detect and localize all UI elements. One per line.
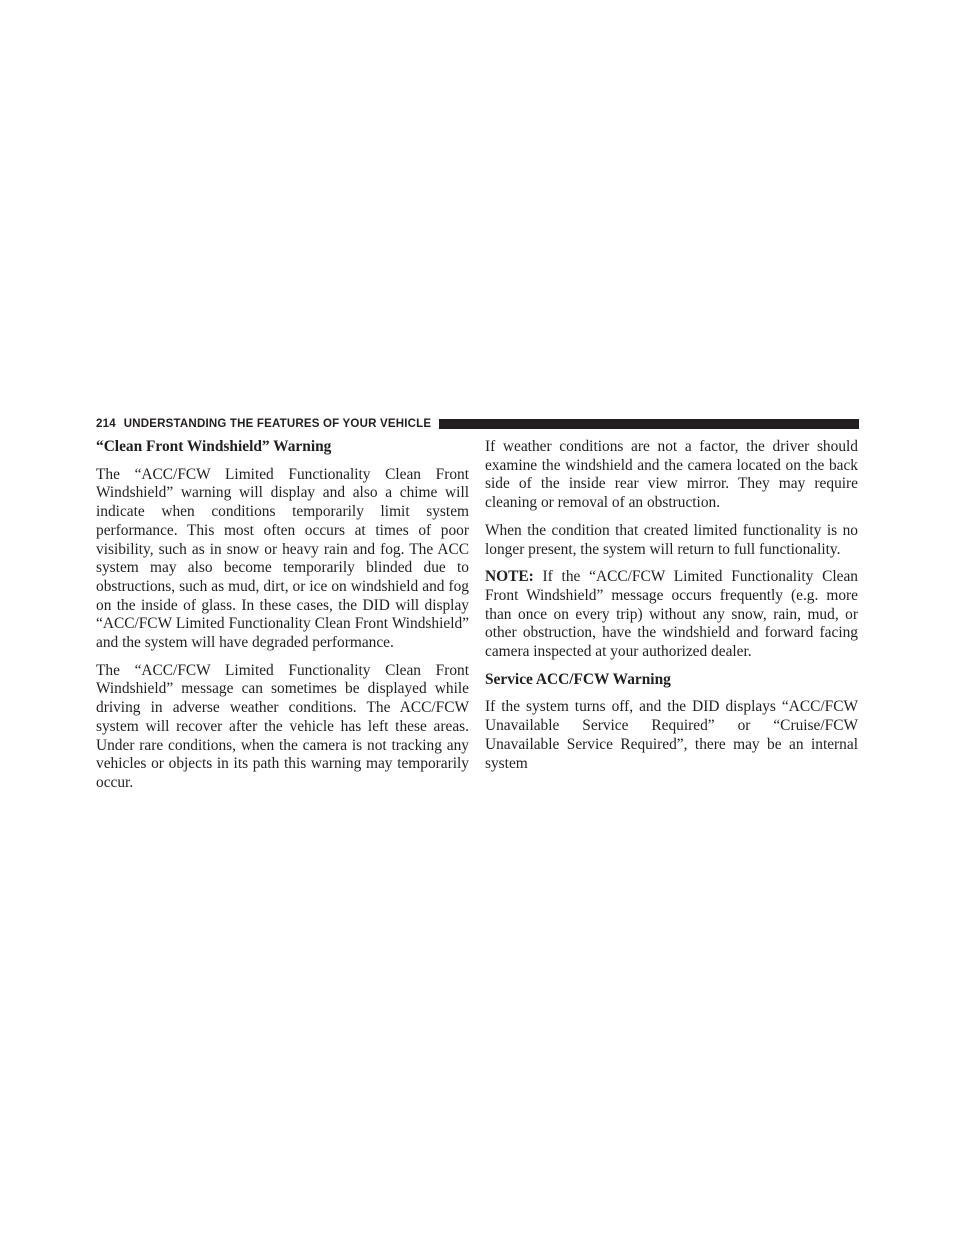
note-paragraph	[485, 568, 858, 662]
note-label: NOTE:	[485, 568, 534, 586]
service-warning-heading: Service ACC/FCW Warning	[485, 670, 671, 688]
clean-windshield-paragraph-1: The “ACC/FCW Limited Functionality Clean Front Windshield” warning will display and also a chime will indicate when conditions temporarily limit system performance. This most often occurs at times of poor visibility, such as in snow or heavy rain and fog. The ACC system may also become temporarily blinded due to obstructions, such as mud, dirt, or ice on windshield and fog on the inside of glass. In these cases, the DID will display “ACC/FCW Limited Functionality Clean Front Windshield” and the system will have degraded performance.	[96, 465, 469, 652]
page-number: 214	[96, 418, 116, 430]
section-title: UNDERSTANDING THE FEATURES OF YOUR VEHICLE	[123, 418, 432, 430]
functionality-paragraph: When the condition that created limited functionality is no longer present, the system will return to full functionality.	[485, 521, 858, 558]
service-warning-paragraph: If the system turns off, and the DID displays “ACC/FCW Unavailable Service Required” or “Cruise/FCW Unavailable Service Required”, there may be an internal system	[485, 698, 858, 772]
clean-windshield-heading: “Clean Front Windshield” Warning	[96, 438, 332, 455]
clean-windshield-paragraph-2: The “ACC/FCW Limited Functionality Clean Front Windshield” message can sometimes be displayed while driving in adverse weather conditions. The ACC/FCW system will recover after the vehicle has left these areas. Under rare conditions, when the camera is not tracking any vehicles or objects in its path this warning may temporarily occur.	[96, 661, 469, 791]
note-text: If the “ACC/FCW Limited Functionality Clean Front Windshield” message occurs frequently (e.g. more than once on every trip) without any snow, rain, mud, or other obstruction, have the windshield and forward facing camera inspected at your authorized dealer.	[485, 568, 858, 661]
header-rule	[439, 419, 859, 429]
right-column	[485, 438, 858, 782]
left-column	[96, 438, 469, 802]
weather-paragraph: If weather conditions are not a factor, the driver should examine the windshield and the camera located on the back side of the inside rear view mirror. They may require cleaning or removal of an obstruction.	[485, 438, 858, 512]
page-header	[96, 417, 859, 431]
